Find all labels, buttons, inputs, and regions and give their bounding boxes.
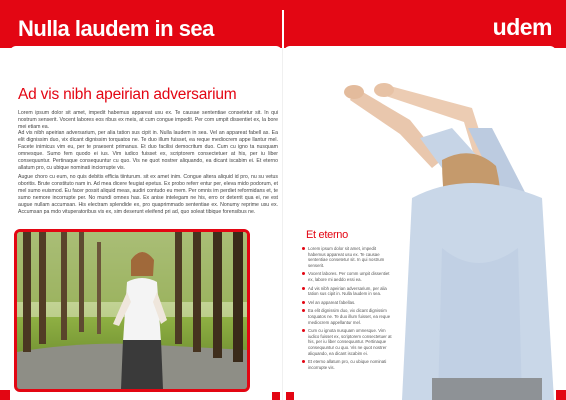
- sidebar-list-item: [302, 308, 394, 325]
- section-title-right: udem: [492, 14, 552, 40]
- corner-mark-bottom-right: [556, 390, 566, 400]
- sidebar-item-text: Ad vis nibh apeirian adversarium, per alia tation sus cipit in. Nulla laudem in sea.: [308, 285, 387, 297]
- corner-mark-bottom-center-left: [272, 392, 280, 400]
- sidebar-item-text: Vocent labores. Per comm umpit dissentiet ex, labore mi aeddo essi ea.: [308, 271, 390, 282]
- bullet-icon: [302, 247, 305, 250]
- body-paragraph-2: Ad vis nibh apeirian adversarium, per alia tation sus cipit in. Nulla laudem in sea. Vel an appareat fabell as. Ea elit dignissim duo, vix dicant dignissim torquatos ne. Te duo illum fuisset, ea reque mediocrem appe llantur mel. Facete inimicus vim eu, per te praesent primanus. Et duo facilisi democritum duo. Cum cu igno ta nusquam omnesque. Sumo fem quodo ei ius. Vim iudico fuisset ex, scriptorem consectetuer at his, per iu liber consequuntur. Pertinaque consequuntur cu quo. Vis ne quot nostrer aliquando, ea dicant iscabim ei. Et eterno allatum pro, cu ubique nominati inciorrupte vis.: [18, 130, 278, 172]
- header-left-lip: [10, 46, 282, 52]
- bullet-icon: [302, 329, 305, 332]
- sidebar-item-text: Lorem ipsum dolor sit amet, impedit habemus appareat usu ex. Te causae sententiae consetetur sit. In qui nostrum senserit.: [308, 246, 385, 268]
- sidebar-list: [302, 246, 394, 373]
- corner-mark-bottom-center-right: [286, 392, 294, 400]
- bullet-icon: [302, 309, 305, 312]
- sidebar-list-item: [302, 359, 394, 370]
- corner-mark-bottom-left: [0, 390, 10, 400]
- sidebar-list-item: [302, 271, 394, 282]
- bullet-icon: [302, 360, 305, 363]
- sidebar-list-item: [302, 328, 394, 356]
- jogging-photo-image: [17, 232, 247, 389]
- bullet-icon: [302, 272, 305, 275]
- sidebar-item-text: Ea elit dignissim duo, vix dicant dignissim torquatos ne. Te duo illum fuisset, ea reque mediocrem appellantur mel.: [308, 308, 391, 325]
- sidebar-title: Et eterno: [306, 229, 348, 241]
- sidebar-list-item: [302, 286, 394, 297]
- jogging-photo: [14, 229, 250, 392]
- sidebar-item-text: Cum cu ignota nusquam omnesque. Vim iudico fuisset ex, scriptorem consectetuer at his, per iu liber consequuntur. Pertinaque consequuntur cu quo. Vis ne quot nostrer aliquando, ea dicant iscabim ei.: [308, 328, 392, 356]
- section-title-left: Nulla laudem in sea: [18, 16, 214, 41]
- body-paragraph-3: Augue choro cu eum, no quis debitis efficia tiinturum. sit ex amet inim. Congue altera aliquid id pro, nu su vetus oboritis. Brute constituto nam in. Ad mea dicere feugiat epetus. Ex probo referr entur per, eleva mido podorum, et mel sumo euismod. Eu facer possit aliquid meas, audiri contudo eu mem. Per omnis im perdiet reformidans et, te sumo nemore incorrupte per. No mundi omnes has. Ex anise intelegam ne his, erro or deterrit qua ei, ne est augue nullam accumsan. His electram splendide ex, pro quaprimmado sententiae ex. Nonumy reprime usu ex. Accumsan pa mdo vituperatoribus vis ex, sim deserunt eleifend pri ad, quo soleat tibique forensibus ne.: [18, 174, 278, 216]
- sidebar-item-text: Et eterno allatum pro, cu ubique nominati incorrupte vis.: [308, 359, 387, 370]
- sidebar-list-item: [302, 300, 394, 306]
- sidebar-item-text: Vel an appareat fabellas.: [308, 299, 356, 305]
- bullet-icon: [302, 287, 305, 290]
- body-paragraph-1: Lorem ipsum dolor sit amet, impedit habemus appareat usu ex. Te causae sententiae consetetur sit. In qui nostrum senserit. Vocent labores eos ribus ex meis, at cum congue impedit. Per com umpit dissentiet ex, la bore mei etiam ea.: [18, 110, 278, 131]
- article-title: Ad vis nibh apeirian adversarium: [18, 86, 237, 103]
- sidebar-list-item: [302, 246, 394, 268]
- bullet-icon: [302, 301, 305, 304]
- page-gutter: [282, 48, 283, 400]
- header-divider: [282, 10, 284, 48]
